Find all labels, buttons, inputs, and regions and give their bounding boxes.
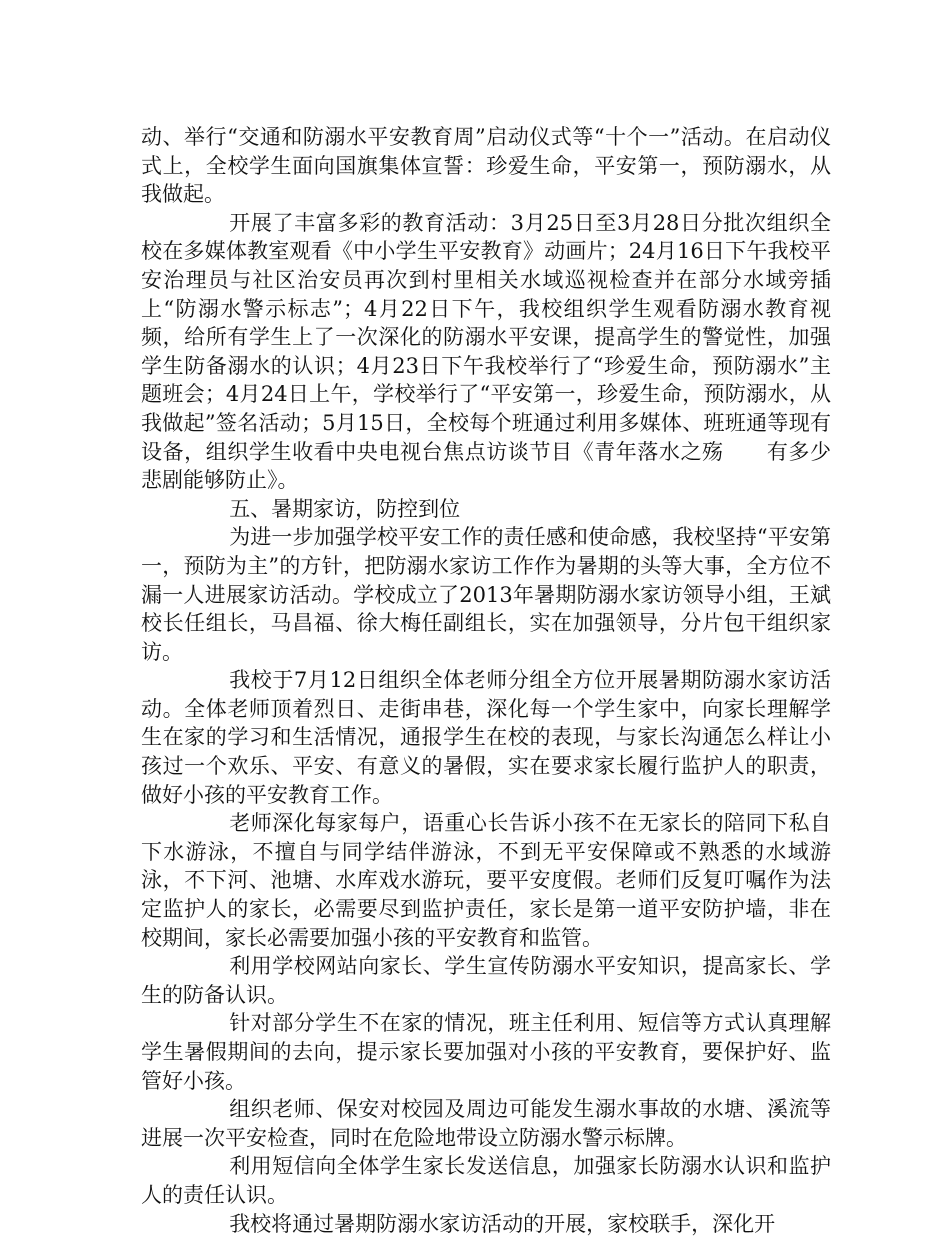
section-heading-summer-visits: 五、暑期家访，防控到位	[229, 496, 461, 521]
paragraph-education-activities: 开展了丰富多彩的教育活动：3月25日至3月28日分批次组织全校在多媒体教室观看《中小学生平安教育》动画片；24月16日下午我校平安治理员与社区治安员再次到村里相关水域巡视检查并在部分水域旁插上“防溺水警示标志”；4月22日下午，我校组织学生观看防溺水教育视频，给所有学生上了一次深化的防溺水平安课，提高学生的警觉性，加强学生防备溺水的认识；4月23日下午我校举行了“珍爱生命，预防溺水”主题班会；4月24日上午，学校举行了“平安第一，珍爱生命，预防溺水，从我做起”签名活动；5月15日，全校每个班通过利用多媒体、班班通等现有设备，组织学生收看中央电视台焦点访谈节目《青年落水之殇 有多少悲剧能够防止》。	[141, 210, 831, 493]
paragraph-absent-students: 针对部分学生不在家的情况，班主任利用、短信等方式认真理解学生暑假期间的去向，提示家长要加强对小孩的平安教育，要保护好、监管好小孩。	[141, 1011, 831, 1093]
paragraph-teacher-advice: 老师深化每家每户，语重心长告诉小孩不在无家长的陪同下私自下水游泳，不擅自与同学结伴游泳，不到无平安保障或不熟悉的水域游泳，不下河、池塘、水库戏水游玩，要平安度假。老师们反复叮嘱作为法定监护人的家长，必需要尽到监护责任，家长是第一道平安防护墙，非在校期间，家长必需要加强小孩的平安教育和监管。	[141, 811, 831, 950]
paragraph-sms-notice: 利用短信向全体学生家长发送信息，加强家长防溺水认识和监护人的责任认识。	[141, 1154, 831, 1207]
paragraph-safety-inspection: 组织老师、保安对校园及周边可能发生溺水事故的水塘、溪流等进展一次平安检查，同时在危险地带设立防溺水警示标牌。	[141, 1097, 831, 1150]
paragraph-home-visit-leadership: 为进一步加强学校平安工作的责任感和使命感，我校坚持“平安第一，预防为主”的方针，把防溺水家访工作作为暑期的头等大事，全方位不漏一人进展家访活动。学校成立了2013年暑期防溺水家访领导小组，王斌校长任组长，马昌福、徐大梅任副组长，实在加强领导，分片包干组织家访。	[141, 525, 831, 664]
paragraph-closing: 我校将通过暑期防溺水家访活动的开展，家校联手，深化开	[229, 1211, 776, 1236]
document-body	[141, 123, 831, 1238]
paragraph-school-website: 利用学校网站向家长、学生宣传防溺水平安知识，提高家长、学生的防备认识。	[141, 954, 831, 1007]
paragraph-teacher-home-visits: 我校于7月12日组织全体老师分组全方位开展暑期防溺水家访活动。全体老师顶着烈日、走街串巷，深化每一个学生家中，向家长理解学生在家的学习和生活情况，通报学生在校的表现，与家长沟通怎么样让小孩过一个欢乐、平安、有意义的暑假，实在要求家长履行监护人的职责，做好小孩的平安教育工作。	[141, 668, 831, 807]
paragraph-opening-ceremony: 动、举行“交通和防溺水平安教育周”启动仪式等“十个一”活动。在启动仪式上，全校学生面向国旗集体宣誓：珍爱生命，平安第一，预防溺水，从我做起。	[141, 125, 831, 207]
